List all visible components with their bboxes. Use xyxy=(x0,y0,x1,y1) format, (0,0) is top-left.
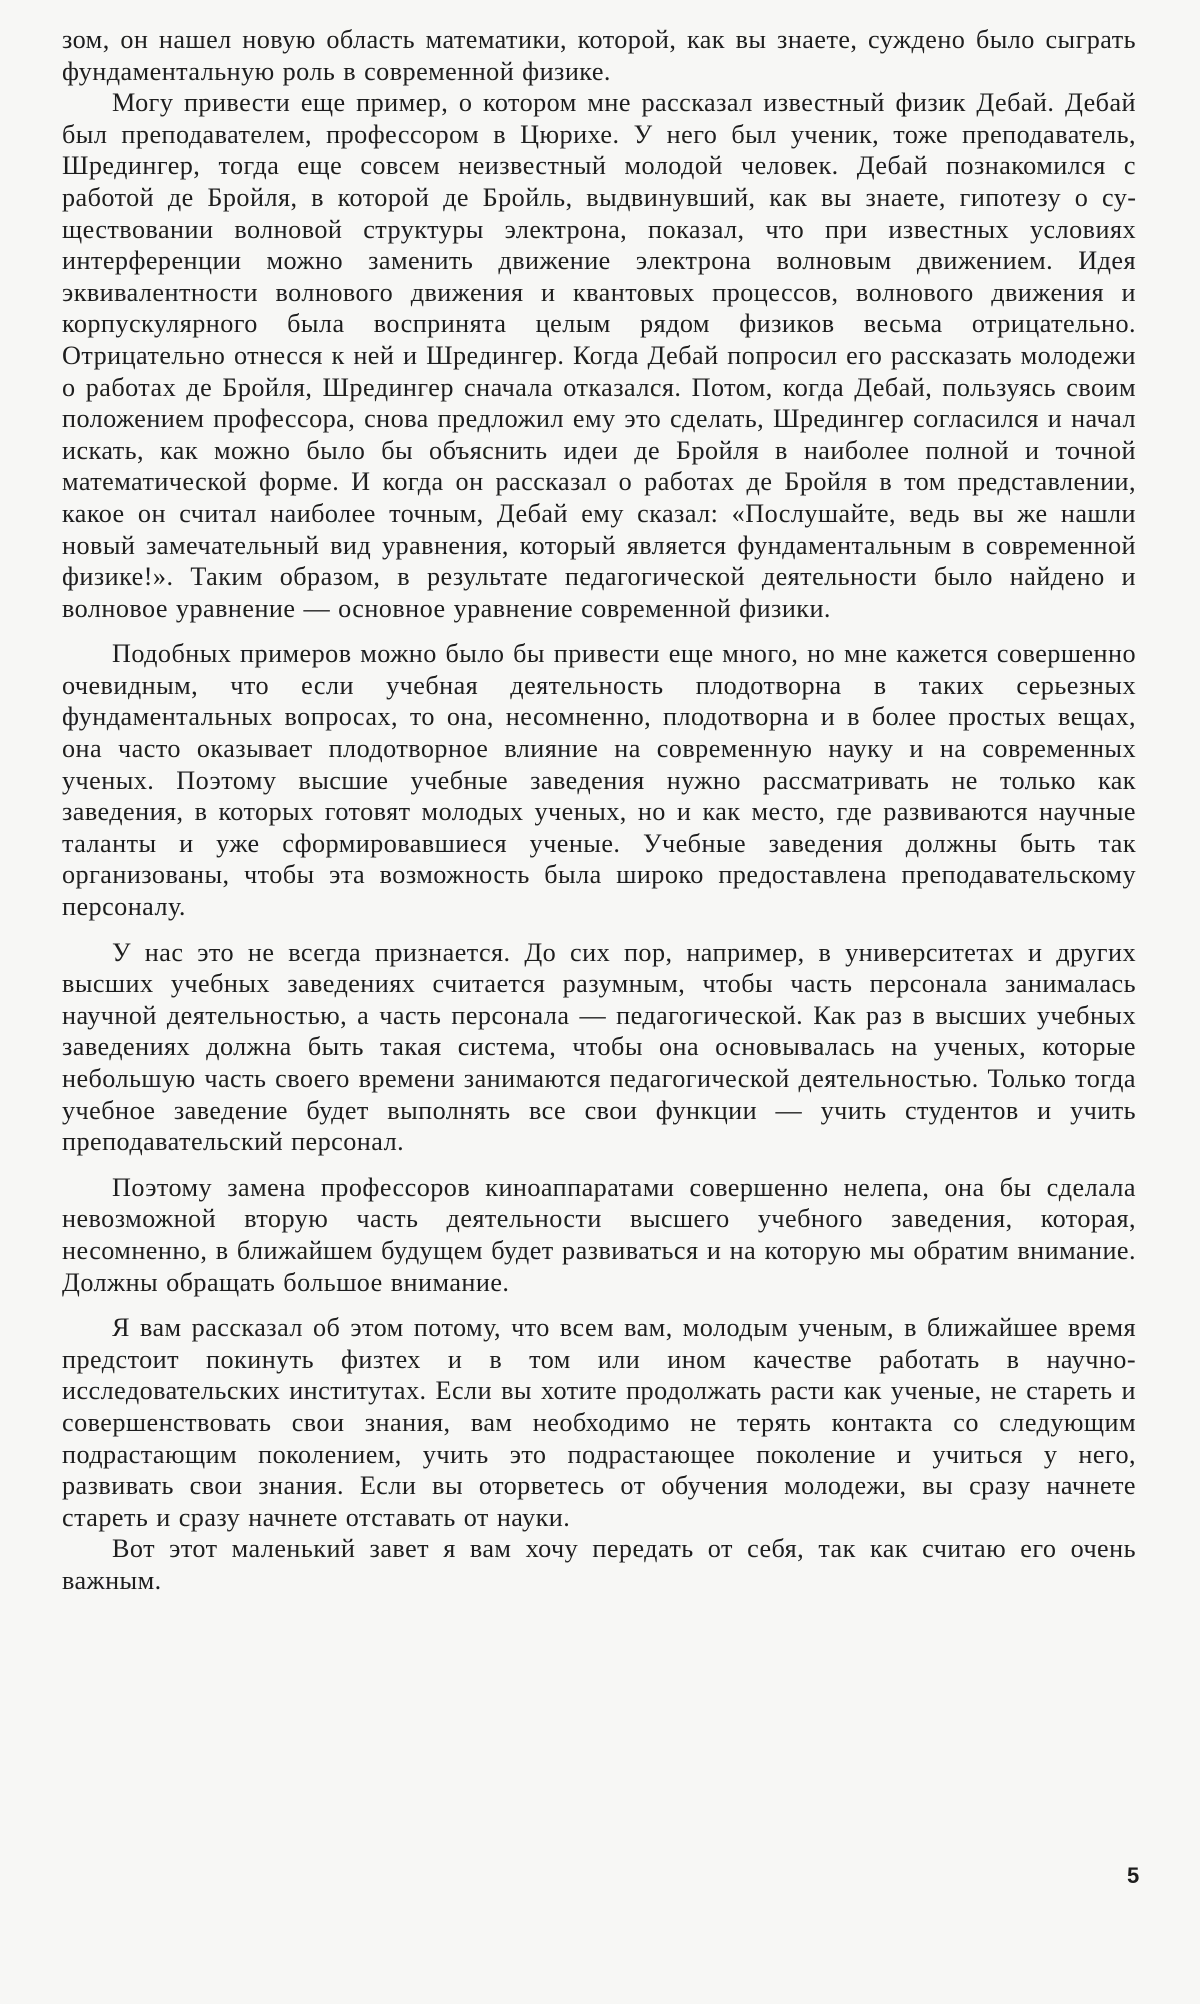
paragraph-advice-to-students: Я вам рассказал об этом потому, что всем вам, молодым ученым, в ближайшее время предстоит покинуть физтех и в том или ином качестве работать в научно-исследовательских институтах. Если вы хотите продолжать расти как ученые, не стареть и совершенствовать свои знания, вам необходимо не терять контакта со следующим подрастающим поколением, учить это подрастающее поколение и учиться у него, развивать свои знания. Если вы оторветесь от обучения молодежи, вы сразу начнете стареть и сразу начнете отставать от науки. xyxy=(62,1313,1136,1532)
paragraph-staff-system: У нас это не всегда признается. До сих пор, например, в университетах и других высших учебных заведениях считается разумным, чтобы часть персонала занималась научной деятельностью, а часть персонала — педагогической. Как раз в высших учебных заведениях должна быть такая система, чтобы она основывалась на ученых, которые небольшую часть своего времени занимаются педагогической деятельностью. Только тогда учебное заведение будет выполнять все свои функции — учить студентов и учить преподавательский персонал. xyxy=(62,937,1136,1157)
paragraph-closing-testament: Вот этот маленький завет я вам хочу передать от себя, так как считаю его очень важным. xyxy=(62,1534,1136,1595)
paragraph-teaching-benefits: Подобных примеров можно было бы привести еще много, но мне кажется совершенно очевидным, что если учебная деятельность плодотворна в таких серьезных фундаментальных вопросах, то она, несомненно, плодотворна и в более простых вещах, она часто оказывает плодотворное влияние на современную науку и на современных ученых. Поэтому высшие учебные заведения нужно рассматривать не только как заведения, в которых готовят молодых ученых, но и как место, где развиваются научные таланты и уже сформировавшиеся ученые. Учебные заведения должны быть так организованы, чтобы эта возможность была широко предоставлена преподавательскому персоналу. xyxy=(62,639,1136,922)
paragraph-debye-example: Могу привести еще пример, о котором мне рассказал известный физик Дебай. Дебай был преподавателем, профессором в Цюрихе. У него был ученик, тоже преподаватель, Шредингер, тогда еще совсем неизвестный молодой человек. Дебай познакомился с работой де Бройля, в которой де Бройль, выдвинувший, как вы знаете, гипотезу о существовании волновой структуры электрона, показал, что при известных условиях интерференции можно заменить движение электрона волновым движением. Идея эквивалентности волнового движения и квантовых процессов, волнового движения и корпускулярного была воспринята целым рядом физиков весьма отрицательно. Отрицательно отнесся к ней и Шредингер. Когда Дебай попросил его рассказать молодежи о работах де Бройля, Шредингер сначала отказался. Потом, когда Дебай, пользуясь своим положением профессора, снова предложил ему это сделать, Шредингер согласился и начал искать, как можно было бы объяснить идеи де Бройля в наиболее полной и точной математической форме. И когда он рассказал о работах де Бройля в том представлении, какое он считал наиболее точным, Дебай ему сказал: «Послушайте, ведь вы же нашли новый замечательный вид уравнения, который является фундаментальным в современной физике!». Таким образом, в результате педагогической деятельности было найдено и волновое уравнение — основное уравнение современной физики. xyxy=(62,88,1136,623)
paragraph-film-projectors: Поэтому замена профессоров киноаппаратами совершенно нелепа, она бы сделала невозможной вторую часть деятельности высшего учебного заведения, которая, несомненно, в ближайшем будущем будет развиваться и на которую мы обратим внимание. Должны обращать большое внимание. xyxy=(62,1172,1136,1297)
page-number: 5 xyxy=(1127,1863,1140,1888)
page-body xyxy=(62,24,1136,1597)
paragraph-continuation: зом, он нашел новую область математики, которой, как вы знаете, суждено было сыграть фундаментальную роль в современной физике. xyxy=(62,25,1136,86)
